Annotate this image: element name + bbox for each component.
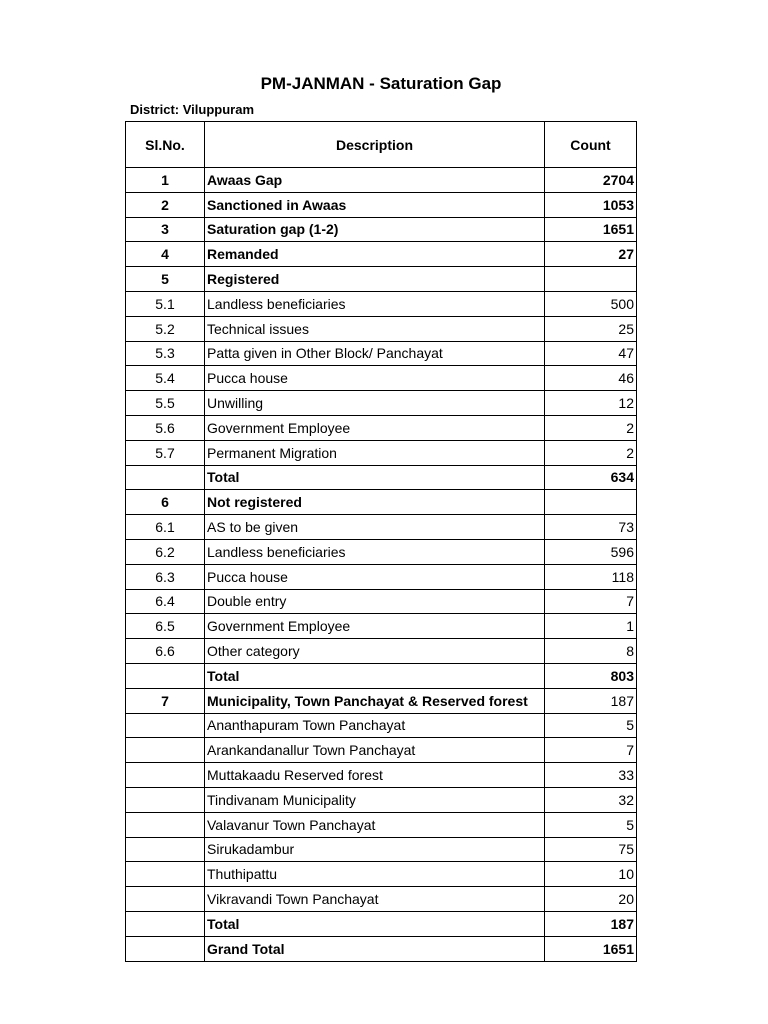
- row-count: 1651: [545, 217, 637, 242]
- table-header-row: [126, 122, 637, 168]
- row-slno: 6.6: [126, 639, 205, 664]
- row-slno: [126, 812, 205, 837]
- table-row: [126, 391, 637, 416]
- table-row: [126, 217, 637, 242]
- row-slno: 5.7: [126, 440, 205, 465]
- saturation-gap-table: [125, 121, 637, 962]
- row-description: Ananthapuram Town Panchayat: [205, 713, 545, 738]
- row-description: Total: [205, 911, 545, 936]
- row-description: Municipality, Town Panchayat & Reserved forest: [205, 688, 545, 713]
- row-slno: 6.1: [126, 515, 205, 540]
- row-count: 1053: [545, 192, 637, 217]
- row-description: Double entry: [205, 589, 545, 614]
- district-label: District: Viluppuram: [130, 102, 255, 117]
- column-header-description: Description: [205, 122, 545, 168]
- table-row: [126, 713, 637, 738]
- row-count: [545, 490, 637, 515]
- row-description: Saturation gap (1-2): [205, 217, 545, 242]
- row-description: Valavanur Town Panchayat: [205, 812, 545, 837]
- table-row: [126, 812, 637, 837]
- table-row: [126, 242, 637, 267]
- table-row: [126, 936, 637, 961]
- row-slno: 5.1: [126, 291, 205, 316]
- row-count: 7: [545, 738, 637, 763]
- row-count: 5: [545, 713, 637, 738]
- row-slno: [126, 763, 205, 788]
- row-description: Total: [205, 465, 545, 490]
- row-count: 2: [545, 415, 637, 440]
- row-count: 75: [545, 837, 637, 862]
- row-count: 1651: [545, 936, 637, 961]
- table-row: [126, 192, 637, 217]
- row-count: 2704: [545, 168, 637, 193]
- table-row: [126, 887, 637, 912]
- row-count: 634: [545, 465, 637, 490]
- row-count: 118: [545, 564, 637, 589]
- table-row: [126, 614, 637, 639]
- row-description: Not registered: [205, 490, 545, 515]
- row-slno: 6.2: [126, 539, 205, 564]
- row-slno: [126, 663, 205, 688]
- row-description: Government Employee: [205, 614, 545, 639]
- row-slno: 4: [126, 242, 205, 267]
- table-row: [126, 267, 637, 292]
- table-row: [126, 465, 637, 490]
- table-row: [126, 639, 637, 664]
- row-description: Pucca house: [205, 564, 545, 589]
- row-count: [545, 267, 637, 292]
- table-row: [126, 291, 637, 316]
- row-description: Unwilling: [205, 391, 545, 416]
- row-slno: 6.4: [126, 589, 205, 614]
- row-slno: [126, 887, 205, 912]
- table-row: [126, 415, 637, 440]
- row-count: 187: [545, 911, 637, 936]
- table-row: [126, 316, 637, 341]
- row-description: Sirukadambur: [205, 837, 545, 862]
- table-body: [126, 168, 637, 962]
- row-count: 500: [545, 291, 637, 316]
- table-row: [126, 862, 637, 887]
- table-row: [126, 341, 637, 366]
- table-row: [126, 787, 637, 812]
- row-slno: 7: [126, 688, 205, 713]
- row-count: 46: [545, 366, 637, 391]
- row-description: Thuthipattu: [205, 862, 545, 887]
- row-description: Muttakaadu Reserved forest: [205, 763, 545, 788]
- row-slno: [126, 862, 205, 887]
- row-count: 12: [545, 391, 637, 416]
- row-count: 1: [545, 614, 637, 639]
- row-count: 27: [545, 242, 637, 267]
- row-slno: [126, 837, 205, 862]
- row-count: 7: [545, 589, 637, 614]
- row-slno: [126, 936, 205, 961]
- row-slno: 5: [126, 267, 205, 292]
- row-count: 596: [545, 539, 637, 564]
- row-count: 803: [545, 663, 637, 688]
- row-description: Pucca house: [205, 366, 545, 391]
- row-description: Government Employee: [205, 415, 545, 440]
- column-header-slno: Sl.No.: [126, 122, 205, 168]
- row-slno: [126, 465, 205, 490]
- row-description: Remanded: [205, 242, 545, 267]
- row-description: Tindivanam Municipality: [205, 787, 545, 812]
- row-description: Arankandanallur Town Panchayat: [205, 738, 545, 763]
- row-description: Grand Total: [205, 936, 545, 961]
- row-count: 2: [545, 440, 637, 465]
- table-row: [126, 589, 637, 614]
- table-row: [126, 564, 637, 589]
- row-description: Patta given in Other Block/ Panchayat: [205, 341, 545, 366]
- row-count: 10: [545, 862, 637, 887]
- row-description: Permanent Migration: [205, 440, 545, 465]
- row-count: 5: [545, 812, 637, 837]
- row-description: Registered: [205, 267, 545, 292]
- row-count: 187: [545, 688, 637, 713]
- row-slno: 5.3: [126, 341, 205, 366]
- table-row: [126, 738, 637, 763]
- row-count: 8: [545, 639, 637, 664]
- row-description: Total: [205, 663, 545, 688]
- table-row: [126, 490, 637, 515]
- row-description: Awaas Gap: [205, 168, 545, 193]
- table-row: [126, 911, 637, 936]
- row-count: 25: [545, 316, 637, 341]
- table-row: [126, 663, 637, 688]
- table-row: [126, 837, 637, 862]
- column-header-count: Count: [545, 122, 637, 168]
- row-slno: [126, 911, 205, 936]
- row-description: Other category: [205, 639, 545, 664]
- row-slno: 6.3: [126, 564, 205, 589]
- table-row: [126, 688, 637, 713]
- table-row: [126, 515, 637, 540]
- row-slno: 2: [126, 192, 205, 217]
- row-description: Technical issues: [205, 316, 545, 341]
- row-description: Landless beneficiaries: [205, 291, 545, 316]
- table-row: [126, 539, 637, 564]
- table-row: [126, 168, 637, 193]
- row-description: Sanctioned in Awaas: [205, 192, 545, 217]
- row-slno: [126, 738, 205, 763]
- row-slno: 3: [126, 217, 205, 242]
- row-description: AS to be given: [205, 515, 545, 540]
- row-slno: 1: [126, 168, 205, 193]
- table-row: [126, 440, 637, 465]
- page-title: PM-JANMAN - Saturation Gap: [260, 74, 502, 93]
- row-slno: 5.4: [126, 366, 205, 391]
- row-description: Landless beneficiaries: [205, 539, 545, 564]
- row-count: 20: [545, 887, 637, 912]
- table-row: [126, 763, 637, 788]
- row-slno: 6: [126, 490, 205, 515]
- row-count: 47: [545, 341, 637, 366]
- row-slno: 5.2: [126, 316, 205, 341]
- row-slno: [126, 787, 205, 812]
- row-slno: 5.5: [126, 391, 205, 416]
- row-slno: 5.6: [126, 415, 205, 440]
- row-count: 32: [545, 787, 637, 812]
- row-slno: 6.5: [126, 614, 205, 639]
- row-count: 73: [545, 515, 637, 540]
- row-slno: [126, 713, 205, 738]
- row-count: 33: [545, 763, 637, 788]
- table-row: [126, 366, 637, 391]
- row-description: Vikravandi Town Panchayat: [205, 887, 545, 912]
